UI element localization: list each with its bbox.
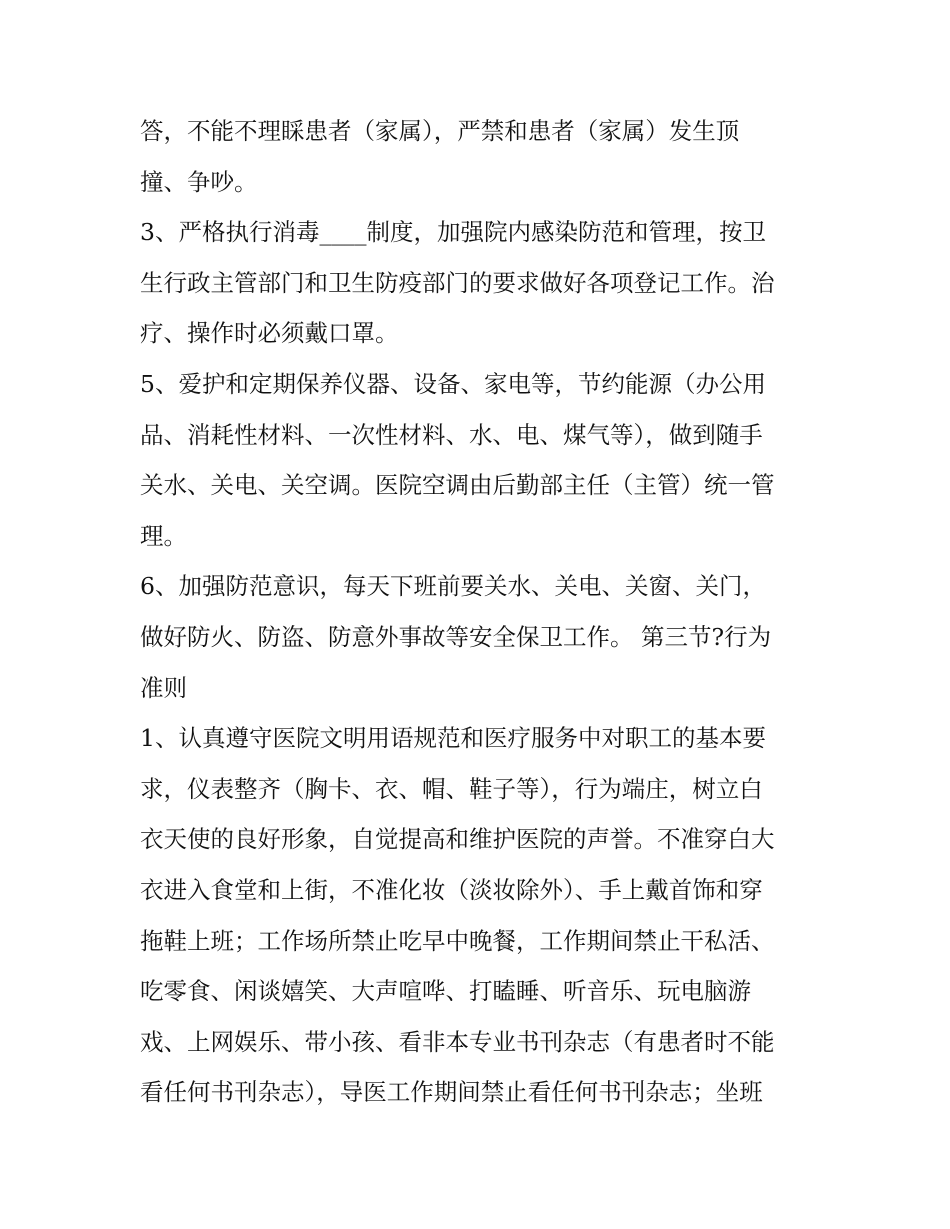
- text-line: 撞、争吵。: [140, 167, 258, 196]
- document-body: [140, 106, 830, 1118]
- text-line: 戏、上网娱乐、带小孩、看非本专业书刊杂志（有患者时不能: [140, 1027, 775, 1056]
- text-line: 准则: [140, 673, 187, 702]
- text-line: 拖鞋上班；工作场所禁止吃早中晚餐，工作期间禁止干私活、: [140, 926, 775, 955]
- text-line: 1、认真遵守医院文明用语规范和医疗服务中对职工的基本要: [140, 724, 766, 753]
- text-line: 吃零食、闲谈嬉笑、大声喧哗、打瞌睡、听音乐、玩电脑游: [140, 977, 751, 1006]
- text-line: 衣天使的良好形象，自觉提高和维护医院的声誉。不准穿白大: [140, 825, 775, 854]
- text-line: 做好防火、防盗、防意外事故等安全保卫工作。 第三节?行为: [140, 622, 772, 651]
- text-line: 关水、关电、关空调。医院空调由后勤部主任（主管）统一管: [140, 471, 775, 500]
- text-line: 答，不能不理睬患者（家属），严禁和患者（家属）发生顶: [140, 117, 740, 145]
- text-line: 疗、操作时必须戴口罩。: [140, 319, 399, 348]
- text-line: 6、加强防范意识，每天下班前要关水、关电、关窗、关门，: [140, 572, 766, 601]
- text-line: 理。: [140, 521, 187, 550]
- text-line: 求，仪表整齐（胸卡、衣、帽、鞋子等），行为端庄，树立白: [140, 774, 763, 803]
- text-line: 衣进入食堂和上街，不准化妆（淡妆除外）、手上戴首饰和穿: [140, 875, 763, 904]
- text-line: 生行政主管部门和卫生防疫部门的要求做好各项登记工作。治: [140, 268, 775, 297]
- text-line: 品、消耗性材料、一次性材料、水、电、煤气等），做到随手: [140, 420, 763, 449]
- text-line: 看任何书刊杂志），导医工作期间禁止看任何书刊杂志；坐班: [140, 1078, 763, 1107]
- text-line: 3、严格执行消毒____制度，加强院内感染防范和管理，按卫: [140, 218, 766, 247]
- text-line: 5、爱护和定期保养仪器、设备、家电等，节约能源（办公用: [140, 369, 766, 398]
